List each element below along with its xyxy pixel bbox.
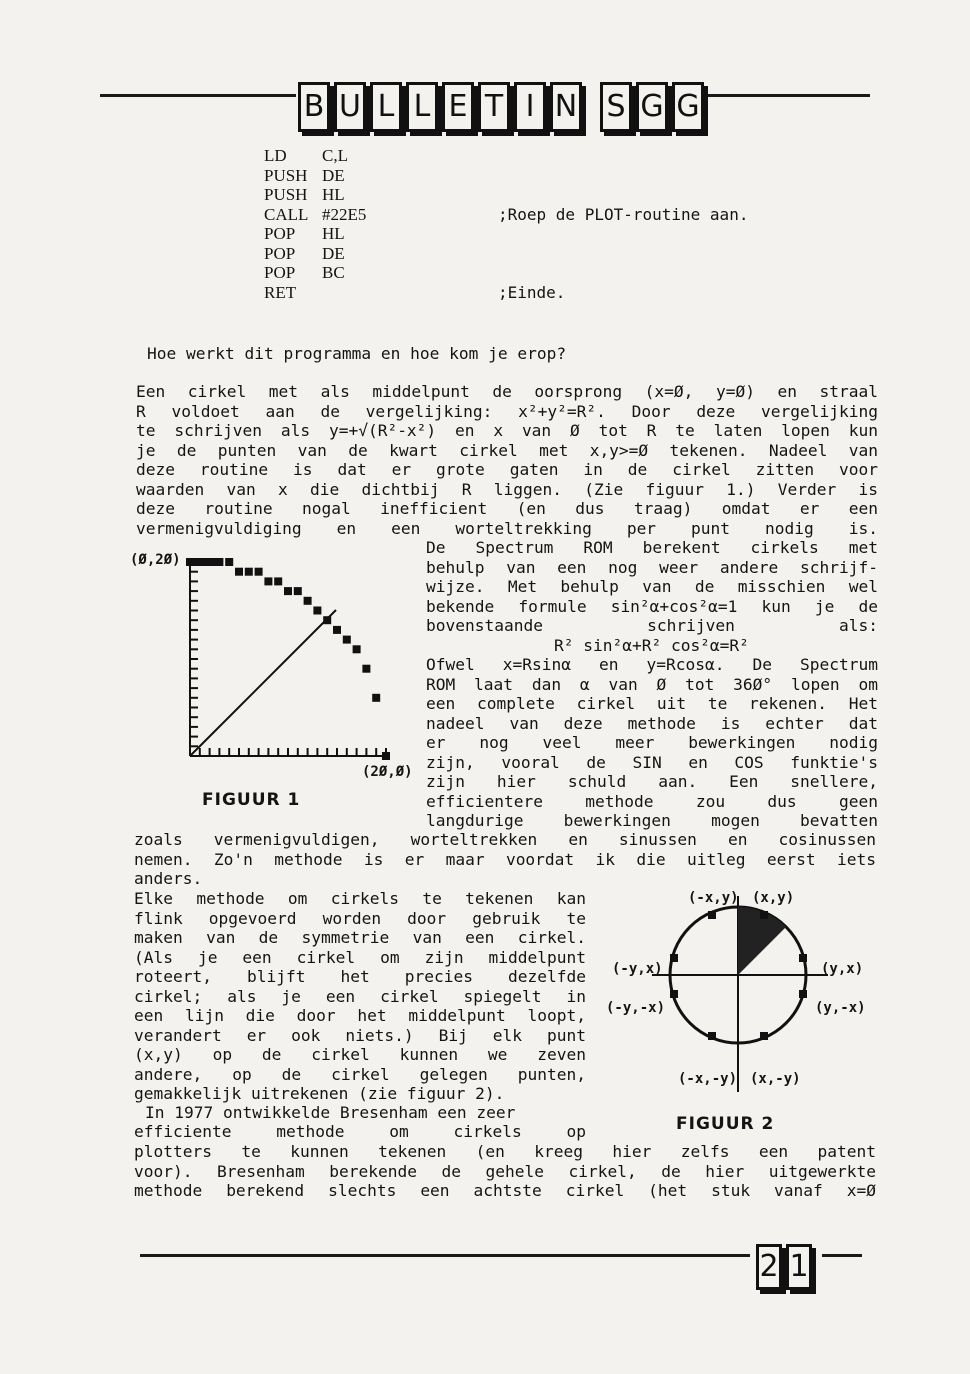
text-line: methode berekend slechts een achtste cirkel (het stuk vanaf x=Ø xyxy=(134,1181,876,1200)
masthead-letter: L xyxy=(370,82,402,132)
code-operand: HL xyxy=(322,185,345,204)
masthead-letter: S xyxy=(600,82,632,132)
plotted-point xyxy=(294,587,302,595)
plotted-point xyxy=(372,694,380,702)
code-opcode: PUSH xyxy=(264,165,308,185)
code-line xyxy=(264,146,748,166)
text-line: plotters te kunnen tekenen (en kreeg hier zelfs een patent xyxy=(134,1142,876,1161)
code-line xyxy=(264,205,748,225)
text-line: waarden van x die dichtbij R liggen. (Zie figuur 1.) Verder is xyxy=(136,479,878,499)
text-line: zijn, vooral de SIN en COS funktie's xyxy=(426,752,878,772)
code-operand xyxy=(322,283,498,303)
paragraph-2-end: anders. xyxy=(134,869,203,888)
text-line: ROM laat dan α van Ø tot 36Ø° lopen om xyxy=(426,674,878,694)
masthead-letter: E xyxy=(442,82,474,132)
code-line xyxy=(264,185,748,205)
text-line: verandert er ook niets.) Bij elk punt xyxy=(134,1025,586,1045)
paragraph-3 xyxy=(134,889,586,1084)
text-line: wijze. Met behulp van de misschien wel xyxy=(426,577,878,596)
plotted-point xyxy=(274,577,282,585)
text-line: Elke methode om cirkels te tekenen kan xyxy=(134,889,586,908)
figure-2-label: (y,-x) xyxy=(815,1000,866,1016)
paragraph-1 xyxy=(136,382,878,538)
masthead-letter: G xyxy=(672,82,704,132)
plotted-point xyxy=(304,597,312,605)
code-comment: ;Roep de PLOT-routine aan. xyxy=(498,204,749,224)
text-line: efficientere methode zou dus geen xyxy=(426,791,878,811)
masthead-letter: T xyxy=(478,82,510,132)
figure-2-label: (x,y) xyxy=(752,890,795,906)
text-line: behulp van een nog weer andere schrijf- xyxy=(426,557,878,577)
text-line: je de punten van de kwart cirkel met x,y>=Ø tekenen. Nadeel van xyxy=(136,440,878,460)
code-operand: HL xyxy=(322,224,345,243)
figure-2-label: (-x,-y) xyxy=(678,1071,738,1087)
figure-1-label-top: (Ø,2Ø) xyxy=(130,552,181,568)
page-number xyxy=(756,1244,812,1290)
text-line: een lijn die door het middelpunt loopt, xyxy=(134,1006,586,1025)
masthead-letter: U xyxy=(334,82,366,132)
code-opcode: POP xyxy=(264,263,296,282)
code-line xyxy=(264,166,748,186)
code-opcode: CALL xyxy=(264,204,309,224)
text-line: maken van de symmetrie van een cirkel. xyxy=(134,928,586,947)
text-line: flink opgevoerd worden door gebruik te xyxy=(134,908,586,928)
page-number-digit: 2 xyxy=(756,1244,782,1290)
figure-1-label-bottom: (2Ø,Ø) xyxy=(362,764,413,780)
text-line: (x,y) op de cirkel kunnen we zeven xyxy=(134,1045,586,1064)
code-operand: C,L xyxy=(322,146,348,165)
plotted-point xyxy=(264,577,272,585)
plotted-point xyxy=(255,568,263,576)
plotted-point xyxy=(362,665,370,673)
plotted-point xyxy=(245,568,253,576)
text-line: bekende formule sin²α+cos²α=1 kun je de xyxy=(426,596,878,616)
figure-2-label: (-y,x) xyxy=(612,961,663,977)
figure-2-label: (-x,y) xyxy=(688,890,739,906)
question-text: Hoe werkt dit programma en hoe kom je erop? xyxy=(147,344,567,363)
code-opcode: POP xyxy=(264,224,296,243)
figure-2-label: (x,-y) xyxy=(750,1071,801,1087)
text-line: vermenigvuldiging en een worteltrekking per punt nodig is. xyxy=(136,518,878,538)
plotted-point xyxy=(284,587,292,595)
figure-1-caption: FIGUUR 1 xyxy=(202,790,301,810)
figure-2-circle-symmetry xyxy=(652,896,832,1092)
text-line: nadeel van deze methode is echter dat xyxy=(426,713,878,733)
plotted-point xyxy=(206,558,214,566)
plotted-point xyxy=(382,752,390,760)
code-line xyxy=(264,263,748,283)
footer-rule-right xyxy=(822,1254,862,1257)
code-opcode: PUSH xyxy=(264,185,308,204)
code-line xyxy=(264,244,748,264)
masthead-letter: L xyxy=(406,82,438,132)
figure-2-caption: FIGUUR 2 xyxy=(676,1114,775,1134)
paragraph-4-line: efficiente methode om cirkels op xyxy=(134,1122,586,1141)
masthead-letter: N xyxy=(550,82,582,132)
text-line: deze routine is dat er grote gaten in de cirkel zitten voor xyxy=(136,460,878,479)
code-opcode: POP xyxy=(264,243,296,263)
plotted-point xyxy=(343,636,351,644)
header-rule-right xyxy=(678,94,870,97)
text-line: cirkel; als je een cirkel spiegelt in xyxy=(134,986,586,1006)
text-line: zijn hier schuld aan. Een snellere, xyxy=(426,772,878,791)
figure-1-quarter-circle-plot xyxy=(186,556,406,766)
code-opcode: LD xyxy=(264,146,287,165)
code-operand: DE xyxy=(322,165,345,185)
code-opcode: RET xyxy=(264,282,297,302)
text-line: voor). Bresenham berekende de gehele cirkel, de hier uitgewerkte xyxy=(134,1161,876,1181)
masthead-title xyxy=(298,82,704,132)
text-line: Een cirkel met als middelpunt de oorsprong (x=Ø, y=Ø) en straal xyxy=(136,382,878,401)
figure-1-diagonal xyxy=(190,610,336,756)
text-line: bovenstaande schrijven als: xyxy=(426,616,878,635)
text-line: zoals vermenigvuldigen, worteltrekken en sinussen en cosinussen xyxy=(134,830,876,849)
figure-2-label: (-y,-x) xyxy=(606,1000,666,1016)
formula: R² sin²α+R² cos²α=R² xyxy=(554,636,749,655)
plotted-point xyxy=(353,645,361,653)
plotted-point xyxy=(225,558,233,566)
code-comment: ;Einde. xyxy=(498,282,566,302)
code-line xyxy=(264,224,748,244)
header-rule-left xyxy=(100,94,296,97)
masthead-letter: G xyxy=(636,82,668,132)
footer-rule-left xyxy=(140,1254,750,1257)
paragraph-4-line: In 1977 ontwikkelde Bresenham een zeer xyxy=(145,1103,516,1122)
text-line: andere, op de cirkel gelegen punten, xyxy=(134,1064,586,1084)
text-line: er nog veel meer bewerkingen nodig xyxy=(426,733,878,752)
paragraph-4-full xyxy=(134,1142,876,1201)
code-line xyxy=(264,283,748,303)
page-number-digit: 1 xyxy=(786,1244,812,1290)
plotted-point xyxy=(196,558,204,566)
text-line: R voldoet aan de vergelijking: x²+y²=R². Door deze vergelijking xyxy=(136,401,878,421)
text-line: (Als je een cirkel om zijn middelpunt xyxy=(134,947,586,967)
text-line: deze routine nogal inefficient (en dus traag) omdat er een xyxy=(136,499,878,518)
paragraph-3-end: gemakkelijk uitrekenen (zie figuur 2). xyxy=(134,1084,505,1103)
code-operand: BC xyxy=(322,263,345,282)
paragraph-2-full xyxy=(134,830,876,869)
text-line: langdurige bewerkingen mogen bevatten xyxy=(426,811,878,830)
plotted-point xyxy=(215,558,223,566)
text-line: een complete cirkel uit te rekenen. Het xyxy=(426,694,878,713)
text-line: Ofwel x=Rsinα en y=Rcosα. De Spectrum xyxy=(426,655,878,674)
code-operand: DE xyxy=(322,243,345,263)
plotted-point xyxy=(323,616,331,624)
paragraph-2-right xyxy=(426,538,878,636)
paragraph-2-right-continued xyxy=(426,655,878,831)
code-operand: #22E5 xyxy=(322,204,367,224)
plotted-point xyxy=(235,568,243,576)
masthead-letter: I xyxy=(514,82,546,132)
text-line: nemen. Zo'n methode is er maar voordat ik die uitleg eerst iets xyxy=(134,849,876,869)
code-listing xyxy=(264,146,748,302)
plotted-point xyxy=(313,607,321,615)
text-line: roteert, blijft het precies dezelfde xyxy=(134,967,586,986)
masthead-letter: B xyxy=(298,82,330,132)
text-line: te schrijven als y=+√(R²-x²) en x van Ø tot R te laten lopen kun xyxy=(136,421,878,440)
plotted-point xyxy=(333,626,341,634)
text-line: De Spectrum ROM berekent cirkels met xyxy=(426,538,878,557)
figure-2-label: (y,x) xyxy=(821,961,864,977)
